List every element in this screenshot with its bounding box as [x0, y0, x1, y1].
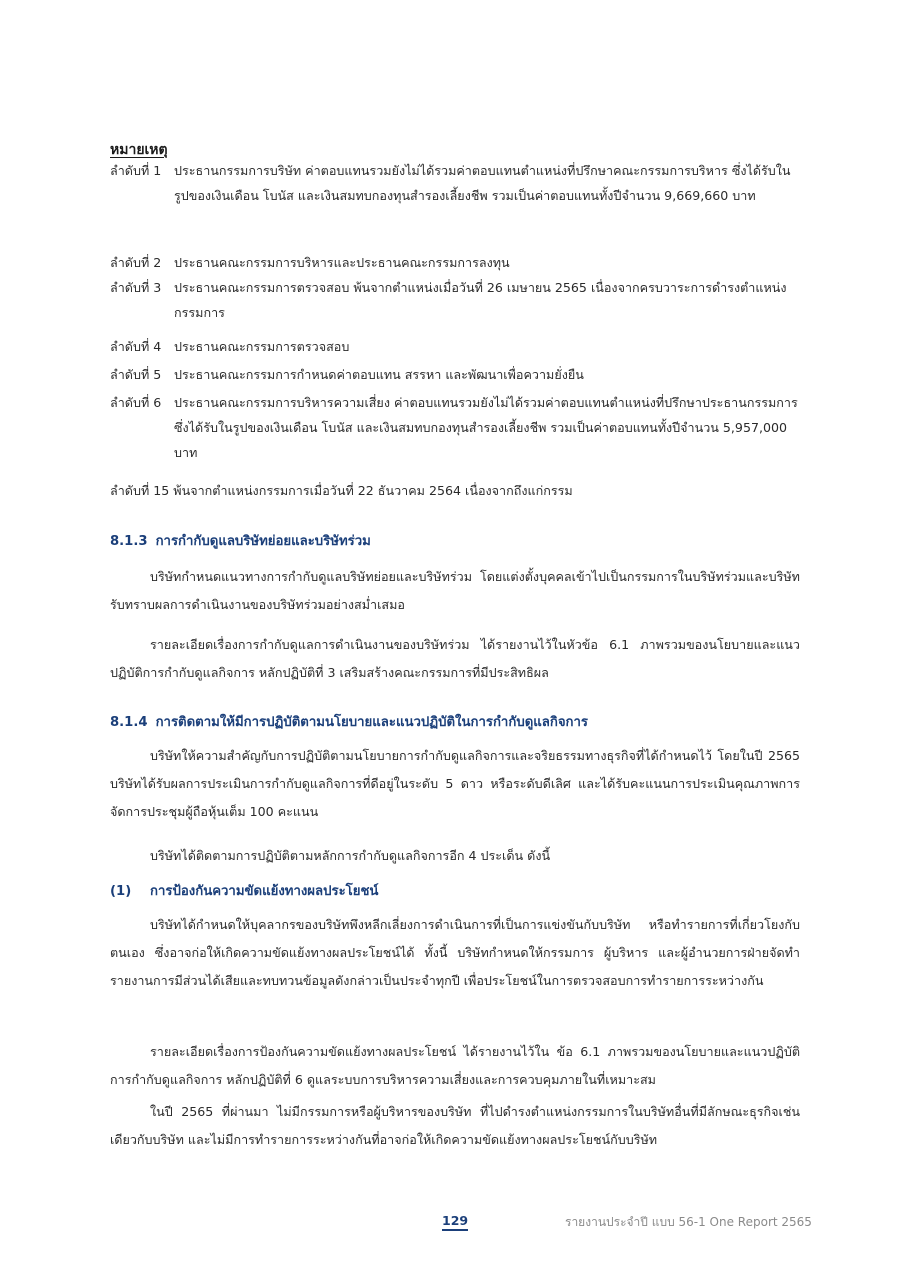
section-heading-8-1-4 [110, 711, 588, 732]
note-label: ลำดับที่ 1 [110, 163, 162, 178]
subsection-number: (1) [110, 884, 132, 899]
note-item [110, 158, 800, 208]
note-text: ลำดับที่ 15 พ้นจากตำแหน่งกรรมการเมื่อวันที่ 22 ธันวาคม 2564 เนื่องจากถึงแก่กรรม [110, 483, 573, 498]
note-text: ประธานกรรมการบริษัท ค่าตอบแทนรวมยังไม่ได้รวมค่าตอบแทนตำแหน่งที่ปรึกษาคณะกรรมการบริหาร ซึ่งได้รับในรูปของเงินเดือน โบนัส และเงินสมทบกองทุนสำรองเลี้ยงชีพ รวมเป็นค่าตอบแทนทั้งปีจำนวน 9,669,660 บาท [174, 163, 791, 203]
section-title: การกำกับดูแลบริษัทย่อยและบริษัทร่วม [155, 534, 371, 549]
page-number: 129 [442, 1213, 468, 1231]
note-label: ลำดับที่ 4 [110, 339, 162, 354]
body-paragraph: รายละเอียดเรื่องการป้องกันความขัดแย้งทางผลประโยชน์ ได้รายงานไว้ใน ข้อ 6.1 ภาพรวมของนโยบายและแนวปฏิบัติการกำกับดูแลกิจการ หลักปฏิบัติที่ 6 ดูแลระบบการบริหารความเสี่ยงและการควบคุมภายในที่เหมาะสม [110, 1044, 800, 1087]
body-paragraph: บริษัทกำหนดแนวทางการกำกับดูแลบริษัทย่อยและบริษัทร่วม โดยแต่งตั้งบุคคลเข้าไปเป็นกรรมการในบริษัทร่วมและบริษัทรับทราบผลการดำเนินงานของบริษัทร่วมอย่างสม่ำเสมอ [110, 569, 800, 612]
body-paragraph: รายละเอียดเรื่องการกำกับดูแลการดำเนินงานของบริษัทร่วม ได้รายงานไว้ในหัวข้อ 6.1 ภาพรวมของนโยบายและแนวปฏิบัติการกำกับดูแลกิจการ หลักปฏิบัติที่ 3 เสริมสร้างคณะกรรมการที่มีประสิทธิผล [110, 637, 800, 680]
note-text: ประธานคณะกรรมการกำหนดค่าตอบแทน สรรหา และพัฒนาเพื่อความยั่งยืน [174, 367, 584, 382]
section-title: การติดตามให้มีการปฏิบัติตามนโยบายและแนวปฏิบัติในการกำกับดูแลกิจการ [155, 715, 589, 730]
note-text: ประธานคณะกรรมการตรวจสอบ พ้นจากตำแหน่งเมื่อวันที่ 26 เมษายน 2565 เนื่องจากครบวาระการดำรงตำแหน่งกรรมการ [174, 280, 787, 320]
note-item [110, 250, 800, 275]
note-item [110, 390, 800, 465]
note-item [110, 362, 800, 387]
section-number: 8.1.4 [110, 715, 148, 730]
section-number: 8.1.3 [110, 534, 148, 549]
note-label: ลำดับที่ 3 [110, 280, 162, 295]
section-heading-8-1-3 [110, 530, 371, 551]
note-label: ลำดับที่ 2 [110, 255, 162, 270]
report-title: รายงานประจำปี แบบ 56-1 One Report 2565 [565, 1215, 812, 1229]
subsection-title: การป้องกันความขัดแย้งทางผลประโยชน์ [150, 884, 379, 899]
note-item [110, 478, 800, 503]
note-text: ประธานคณะกรรมการบริหารความเสี่ยง ค่าตอบแทนรวมยังไม่ได้รวมค่าตอบแทนตำแหน่งที่ปรึกษาประธานกรรมการ ซึ่งได้รับในรูปของเงินเดือน โบนัส และเงินสมทบกองทุนสำรองเลี้ยงชีพ รวมเป็นค่าตอบแทนทั้งปีจำนวน 5,957,000 บาท [174, 395, 798, 460]
body-paragraph: บริษัทได้กำหนดให้บุคลากรของบริษัทพึงหลีกเลี่ยงการดำเนินการที่เป็นการแข่งขันกับบริษัท หรือทำรายการที่เกี่ยวโยงกับตนเอง ซึ่งอาจก่อให้เกิดความขัดแย้งทางผลประโยชน์ได้ ทั้งนี้ บริษัทกำหนดให้กรรมการ ผู้บริหาร และผู้อำนวยการฝ่ายจัดทำรายงานการมีส่วนได้เสียและทบทวนข้อมูลดังกล่าวเป็นประจำทุกปี เพื่อประโยชน์ในการตรวจสอบการทำรายการระหว่างกัน [110, 917, 800, 988]
subsection-heading-1 [110, 880, 378, 901]
note-text: ประธานคณะกรรมการบริหารและประธานคณะกรรมการลงทุน [174, 255, 510, 270]
body-paragraph: บริษัทให้ความสำคัญกับการปฏิบัติตามนโยบายการกำกับดูแลกิจการและจริยธรรมทางธุรกิจที่ได้กำหนดไว้ โดยในปี 2565 บริษัทได้รับผลการประเมินการกำกับดูแลกิจการที่ดีอยู่ในระดับ 5 ดาว หรือระดับดีเลิศ และได้รับคะแนนการประเมินคุณภาพการจัดการประชุมผู้ถือหุ้นเต็ม 100 คะแนน [110, 748, 800, 819]
note-item [110, 334, 800, 359]
note-label: ลำดับที่ 6 [110, 395, 162, 410]
body-paragraph: บริษัทได้ติดตามการปฏิบัติตามหลักการกำกับดูแลกิจการอีก 4 ประเด็น ดังนี้ [150, 848, 551, 863]
note-label: ลำดับที่ 5 [110, 367, 162, 382]
notes-title: หมายเหตุ [110, 142, 168, 158]
note-text: ประธานคณะกรรมการตรวจสอบ [174, 339, 350, 354]
body-paragraph: ในปี 2565 ที่ผ่านมา ไม่มีกรรมการหรือผู้บริหารของบริษัท ที่ไปดำรงตำแหน่งกรรมการในบริษัทอื่นที่มีลักษณะธุรกิจเช่นเดียวกับบริษัท และไม่มีการทำรายการระหว่างกันที่อาจก่อให้เกิดความขัดแย้งทางผลประโยชน์กับบริษัท [110, 1104, 800, 1147]
note-item [110, 275, 800, 325]
